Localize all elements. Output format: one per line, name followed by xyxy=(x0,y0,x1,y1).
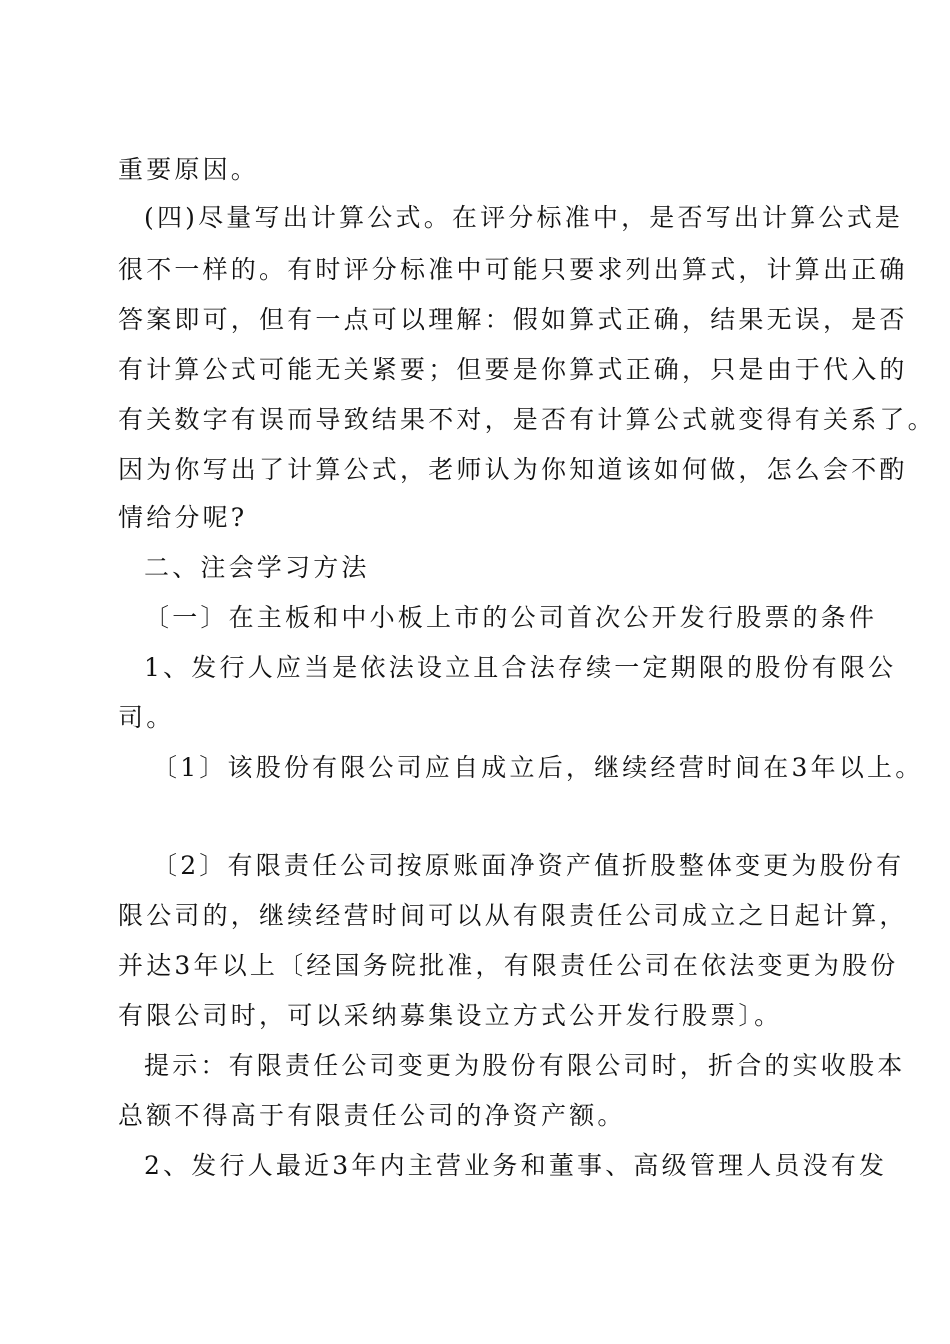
paragraph-line: 很不一样的。有时评分标准中可能只要求列出算式，计算出正确 xyxy=(118,255,908,284)
paragraph-line: 司。 xyxy=(118,703,175,732)
paragraph-line: 2、发行人最近3年内主营业务和董事、高级管理人员没有发 xyxy=(144,1151,888,1180)
paragraph-line: 有计算公式可能无关紧要；但要是你算式正确，只是由于代入的 xyxy=(118,355,908,384)
note-line: 提示：有限责任公司变更为股份有限公司时，折合的实收股本 xyxy=(144,1051,906,1080)
paragraph-line: 有限公司时，可以采纳募集设立方式公开发行股票〕。 xyxy=(118,1001,783,1030)
paragraph-line: 限公司的，继续经营时间可以从有限责任公司成立之日起计算， xyxy=(118,901,908,930)
paragraph-line: 因为你写出了计算公式，老师认为你知道该如何做，怎么会不酌 xyxy=(118,455,908,484)
paragraph-line: 〔2〕有限责任公司按原账面净资产值折股整体变更为股份有 xyxy=(152,851,905,880)
subsection-heading: 〔一〕在主板和中小板上市的公司首次公开发行股票的条件 xyxy=(144,603,878,632)
paragraph-line: 重要原因。 xyxy=(118,155,260,184)
section-heading: 二、注会学习方法 xyxy=(144,553,370,582)
paragraph-line: 答案即可，但有一点可以理解：假如算式正确，结果无误，是否 xyxy=(118,305,908,334)
paragraph-line: 有关数字有误而导致结果不对，是否有计算公式就变得有关系了。 xyxy=(118,405,936,434)
note-line: 总额不得高于有限责任公司的净资产额。 xyxy=(118,1101,626,1130)
paragraph-line: 并达3年以上〔经国务院批准，有限责任公司在依法变更为股份 xyxy=(118,951,899,980)
paragraph-line: (四)尽量写出计算公式。在评分标准中，是否写出计算公式是 xyxy=(144,203,904,232)
paragraph-line: 〔1〕该股份有限公司应自成立后，继续经营时间在3年以上。 xyxy=(152,753,924,782)
paragraph-line: 情给分呢? xyxy=(118,503,248,532)
paragraph-line: 1、发行人应当是依法设立且合法存续一定期限的股份有限公 xyxy=(144,653,897,682)
